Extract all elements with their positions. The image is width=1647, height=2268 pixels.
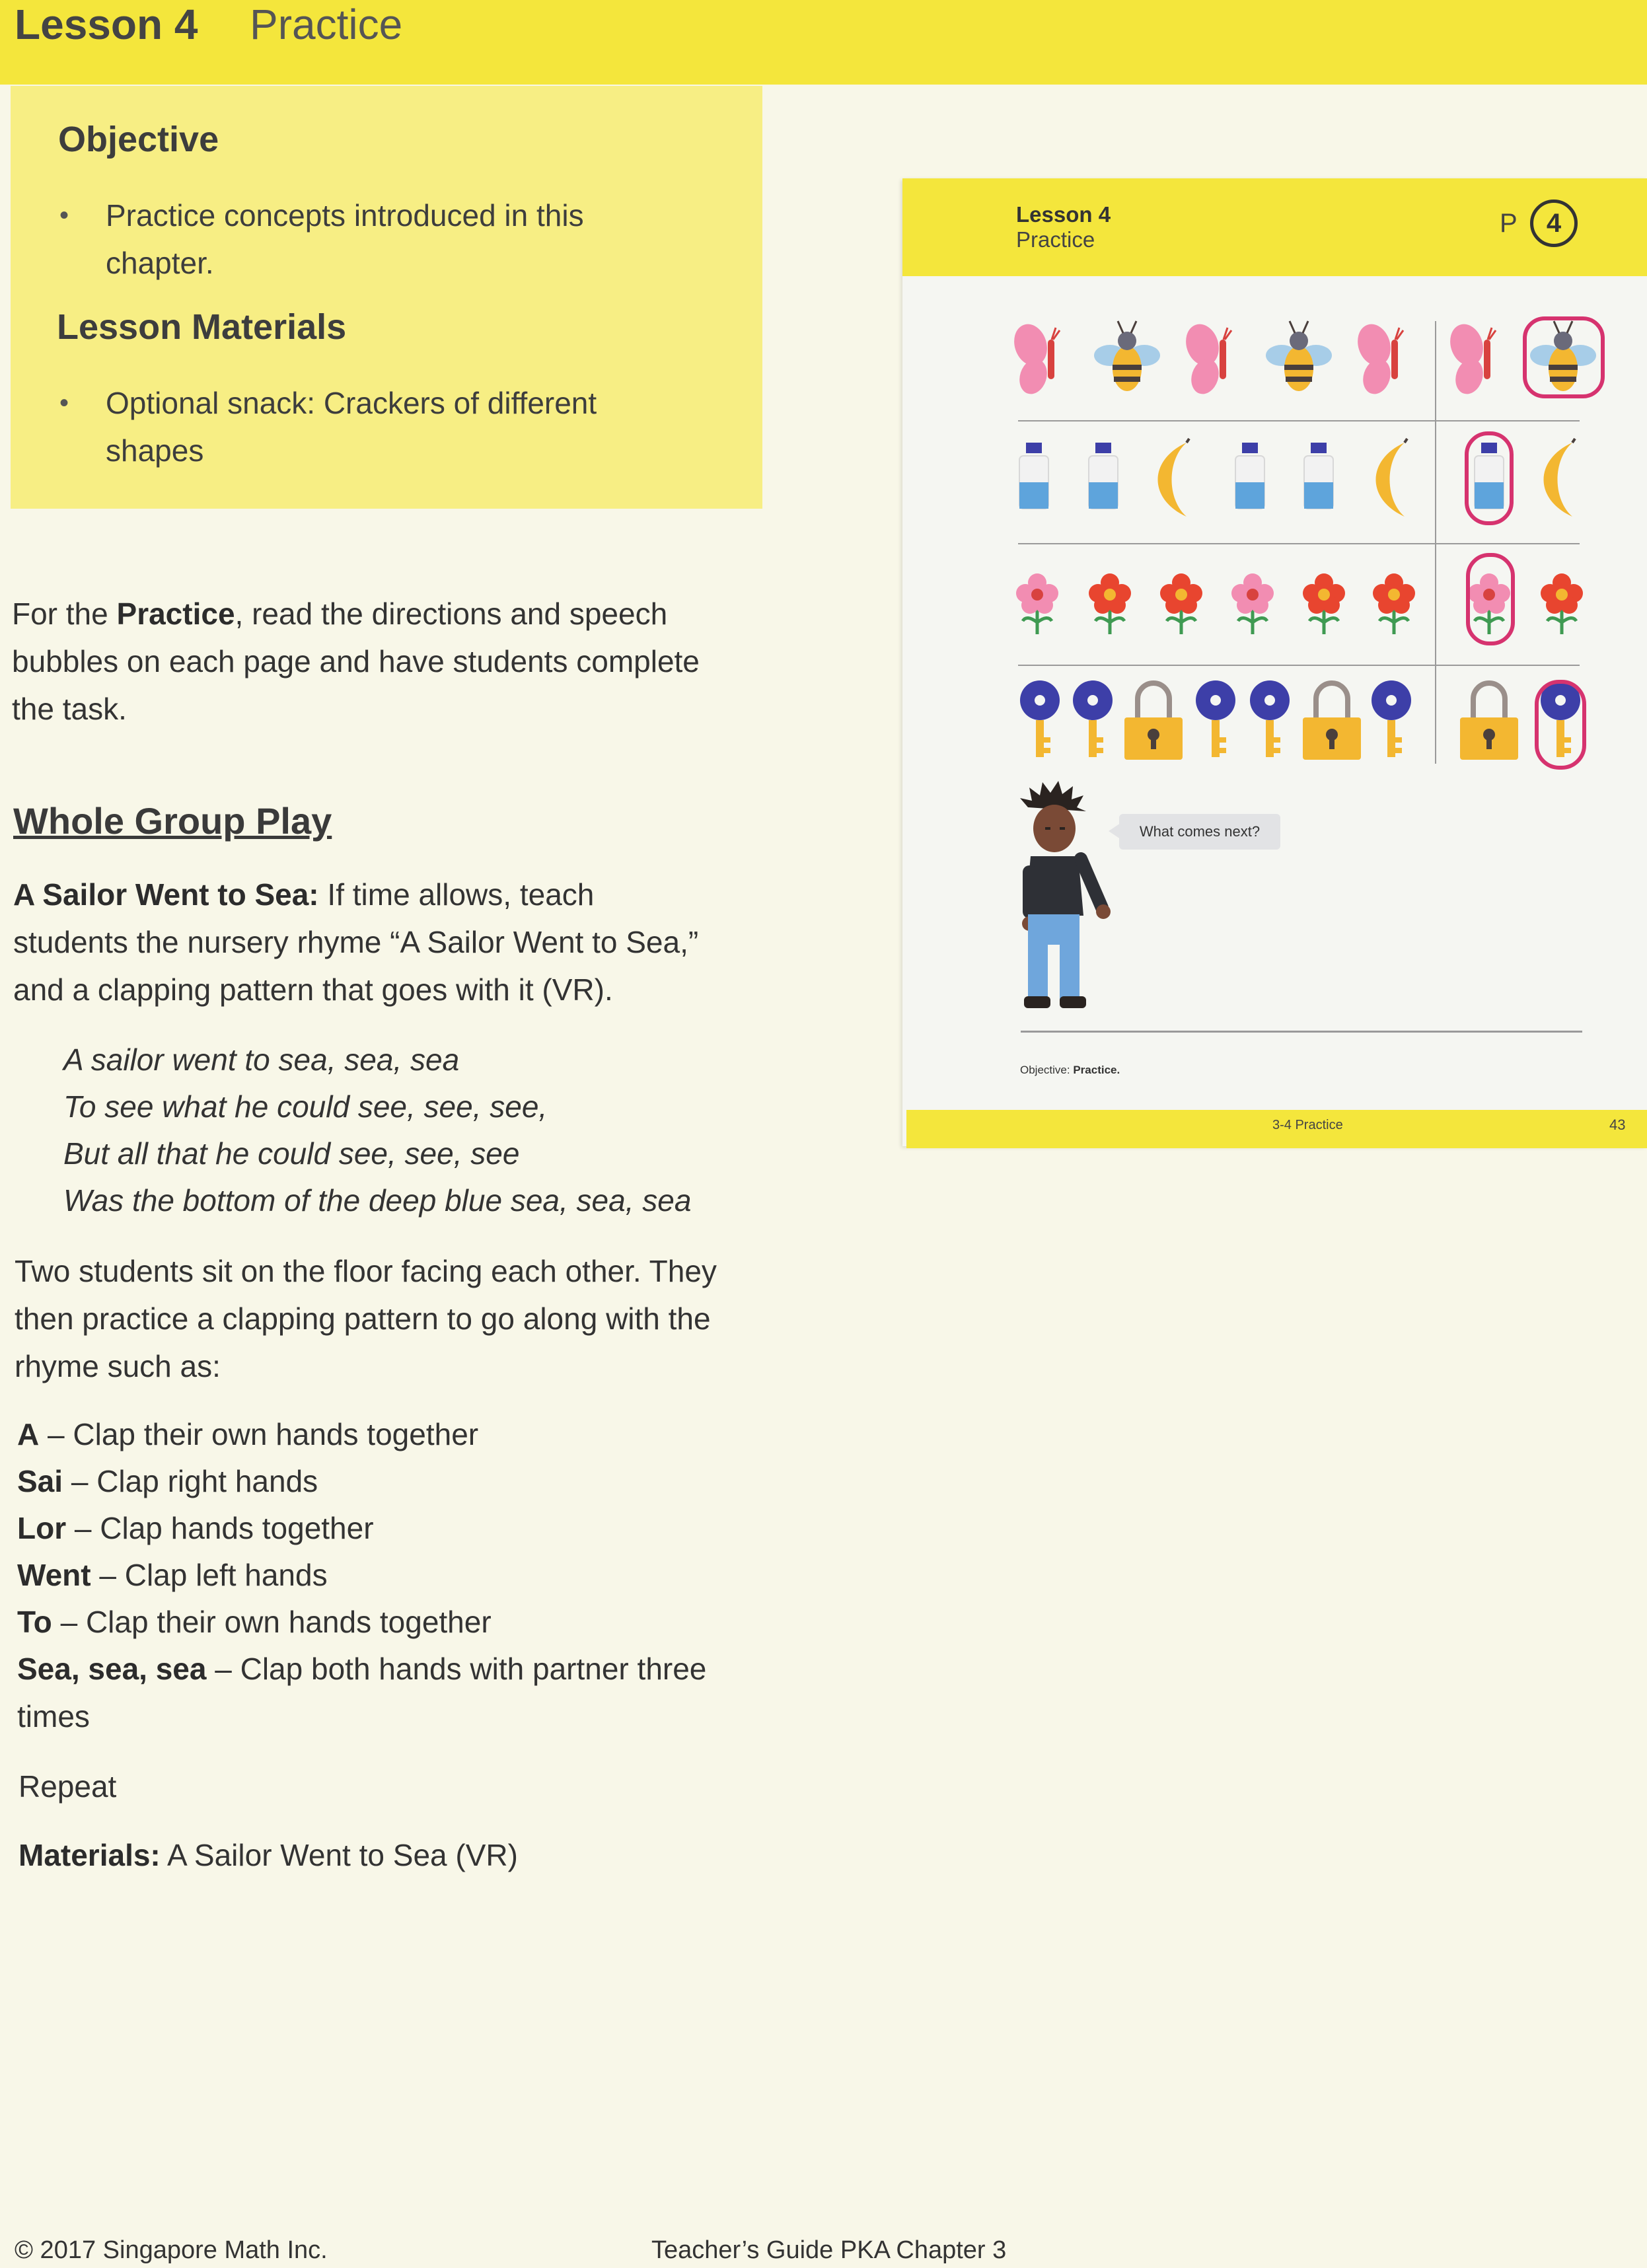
clap-step: To – Clap their own hands together bbox=[17, 1605, 492, 1639]
rhyme-line: To see what he could see, see, see, bbox=[63, 1089, 548, 1124]
rhyme-line: Was the bottom of the deep blue sea, sea, sea bbox=[63, 1183, 692, 1218]
pink-flower-icon bbox=[1231, 573, 1274, 634]
red-flower-icon bbox=[1089, 573, 1131, 634]
red-flower-icon bbox=[1303, 573, 1345, 634]
bee-icon bbox=[1266, 321, 1332, 391]
repeat-text: Repeat bbox=[18, 1769, 117, 1804]
lesson-number: Lesson 4 bbox=[15, 1, 198, 48]
objective-text-1: Practice concepts introduced in this bbox=[106, 198, 584, 233]
key-icon bbox=[1073, 680, 1113, 757]
lock-icon bbox=[1460, 683, 1518, 760]
red-flower-icon bbox=[1160, 573, 1202, 634]
copyright: © 2017 Singapore Math Inc. bbox=[15, 2236, 328, 2264]
clap-step-continued: times bbox=[17, 1699, 90, 1734]
clap-step: Sai – Clap right hands bbox=[17, 1464, 318, 1498]
speech-bubble bbox=[1119, 814, 1280, 850]
guide-title: Teacher’s Guide PKA Chapter 3 bbox=[651, 2236, 1007, 2264]
student-page-number: 43 bbox=[1609, 1116, 1626, 1133]
page-number-circle: 4 bbox=[1530, 200, 1578, 247]
butterfly-icon bbox=[1445, 320, 1496, 398]
clap-step: Sea, sea, sea – Clap both hands with partner three bbox=[17, 1652, 707, 1686]
sailor-paragraph-line-2: students the nursery rhyme “A Sailor Went to Sea,” bbox=[13, 925, 699, 959]
key-icon bbox=[1250, 680, 1290, 757]
key-icon bbox=[1196, 680, 1235, 757]
student-page-practice: Practice bbox=[1016, 227, 1095, 252]
intro-line-3: the task. bbox=[12, 692, 127, 726]
section-heading: Whole Group Play bbox=[13, 800, 332, 842]
rhyme-line: But all that he could see, see, see bbox=[63, 1136, 520, 1171]
speech-text: What comes next? bbox=[1139, 823, 1261, 840]
bullet-icon: • bbox=[59, 201, 69, 230]
clap-step: Lor – Clap hands together bbox=[17, 1511, 374, 1545]
bee-icon bbox=[1094, 321, 1160, 391]
materials-heading: Lesson Materials bbox=[57, 307, 347, 347]
milk-icon bbox=[1304, 443, 1333, 509]
pairs-paragraph-line-2: then practice a clapping pattern to go along with the bbox=[15, 1301, 711, 1336]
pink-flower-icon bbox=[1016, 573, 1058, 634]
banana-icon bbox=[1544, 439, 1576, 517]
materials-text-2: shapes bbox=[106, 433, 204, 468]
key-icon bbox=[1541, 680, 1580, 757]
milk-icon bbox=[1019, 443, 1048, 509]
red-flower-icon bbox=[1373, 573, 1415, 634]
clap-step: Went – Clap left hands bbox=[17, 1558, 328, 1592]
student-page-objective: Objective: Practice. bbox=[1020, 1064, 1120, 1076]
pairs-paragraph-line-3: rhyme such as: bbox=[15, 1349, 221, 1383]
materials-text-1: Optional snack: Crackers of different bbox=[106, 386, 597, 420]
clap-step: A – Clap their own hands together bbox=[17, 1417, 479, 1451]
red-flower-icon bbox=[1541, 573, 1583, 634]
butterfly-icon bbox=[1352, 320, 1403, 398]
intro-line-1: For the Practice, read the directions and speech bbox=[12, 597, 668, 631]
materials-line: Materials: A Sailor Went to Sea (VR) bbox=[18, 1838, 518, 1872]
bullet-icon: • bbox=[59, 388, 69, 418]
banana-icon bbox=[1376, 439, 1408, 517]
intro-line-2: bubbles on each page and have students complete bbox=[12, 644, 700, 678]
butterfly-icon bbox=[1181, 320, 1231, 398]
lock-icon bbox=[1124, 683, 1183, 760]
objective-heading: Objective bbox=[58, 120, 219, 159]
child-illustration bbox=[1020, 781, 1111, 1008]
bee-icon bbox=[1530, 321, 1596, 391]
milk-icon bbox=[1089, 443, 1118, 509]
milk-icon bbox=[1235, 443, 1264, 509]
objective-text-2: chapter. bbox=[106, 246, 214, 280]
butterfly-icon bbox=[1009, 320, 1060, 398]
page-letter: P bbox=[1500, 209, 1518, 238]
banana-icon bbox=[1158, 439, 1190, 517]
student-page-lesson: Lesson 4 bbox=[1016, 202, 1111, 227]
rhyme-line: A sailor went to sea, sea, sea bbox=[63, 1043, 460, 1077]
sailor-paragraph-line-3: and a clapping pattern that goes with it (VR). bbox=[13, 972, 613, 1007]
key-icon bbox=[1372, 680, 1411, 757]
student-page-footer-label: 3-4 Practice bbox=[1272, 1118, 1343, 1132]
key-icon bbox=[1020, 680, 1060, 757]
lock-icon bbox=[1303, 683, 1361, 760]
lesson-title: Practice bbox=[250, 1, 403, 48]
pink-flower-icon bbox=[1468, 573, 1510, 634]
milk-icon bbox=[1475, 443, 1504, 509]
sailor-paragraph-line-1: A Sailor Went to Sea: If time allows, teach bbox=[13, 877, 595, 912]
pairs-paragraph-line-1: Two students sit on the floor facing each other. They bbox=[15, 1254, 717, 1288]
